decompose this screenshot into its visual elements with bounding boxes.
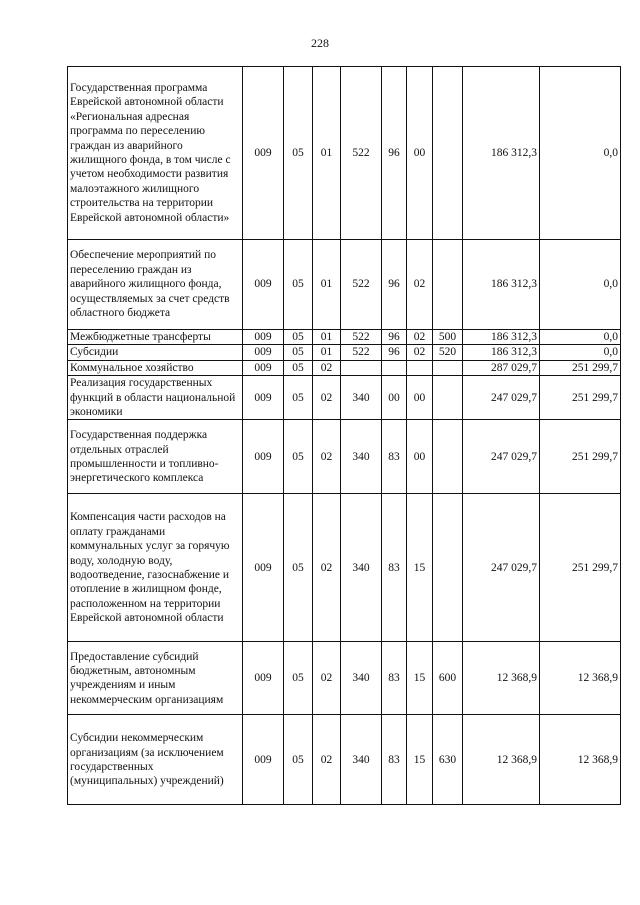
target-subitem-code: 96 — [382, 330, 407, 345]
section-code: 05 — [284, 642, 313, 715]
expense-type-code — [433, 494, 463, 642]
target-detail-code: 00 — [407, 376, 433, 420]
ved-code: 009 — [243, 360, 284, 375]
amount-year-2: 0,0 — [540, 330, 621, 345]
subsection-code: 02 — [313, 642, 341, 715]
amount-year-1: 12 368,9 — [463, 642, 540, 715]
row-name: Государственная программа Еврейской автономной области «Региональная адресная программа по переселению граждан из аварийного жилищного фонда, в том числе с учетом необходимости развития малоэтажного жилищного строительства на территории Еврейской автономной области» — [68, 67, 243, 240]
target-detail-code: 02 — [407, 240, 433, 330]
section-code: 05 — [284, 376, 313, 420]
amount-year-1: 186 312,3 — [463, 240, 540, 330]
section-code: 05 — [284, 420, 313, 494]
amount-year-1: 247 029,7 — [463, 376, 540, 420]
target-detail-code: 15 — [407, 715, 433, 805]
target-item-code: 340 — [341, 642, 382, 715]
section-code: 05 — [284, 360, 313, 375]
expense-type-code — [433, 240, 463, 330]
target-subitem-code: 96 — [382, 240, 407, 330]
subsection-code: 02 — [313, 494, 341, 642]
expense-type-code: 500 — [433, 330, 463, 345]
ved-code: 009 — [243, 715, 284, 805]
row-name: Субсидии некоммерческим организациям (за исключением государственных (муниципальных) учреждений) — [68, 715, 243, 805]
table-body — [68, 67, 621, 805]
table-row — [68, 376, 621, 420]
expense-type-code — [433, 67, 463, 240]
row-name: Реализация государственных функций в области национальной экономики — [68, 376, 243, 420]
subsection-code: 02 — [313, 715, 341, 805]
budget-table — [67, 66, 621, 805]
amount-year-1: 186 312,3 — [463, 330, 540, 345]
subsection-code: 02 — [313, 420, 341, 494]
row-name: Предоставление субсидий бюджетным, автономным учреждениям и иным некоммерческим организациям — [68, 642, 243, 715]
table-row — [68, 240, 621, 330]
expense-type-code: 600 — [433, 642, 463, 715]
target-item-code: 522 — [341, 345, 382, 360]
row-name: Государственная поддержка отдельных отраслей промышленности и топливно-энергетического комплекса — [68, 420, 243, 494]
subsection-code: 02 — [313, 360, 341, 375]
section-code: 05 — [284, 330, 313, 345]
section-code: 05 — [284, 67, 313, 240]
amount-year-2: 251 299,7 — [540, 360, 621, 375]
ved-code: 009 — [243, 67, 284, 240]
table-row — [68, 330, 621, 345]
expense-type-code: 630 — [433, 715, 463, 805]
subsection-code: 01 — [313, 330, 341, 345]
target-detail-code: 15 — [407, 494, 433, 642]
expense-type-code: 520 — [433, 345, 463, 360]
target-subitem-code — [382, 360, 407, 375]
amount-year-2: 0,0 — [540, 67, 621, 240]
section-code: 05 — [284, 494, 313, 642]
target-detail-code — [407, 360, 433, 375]
table-row — [68, 642, 621, 715]
table-row — [68, 494, 621, 642]
row-name: Субсидии — [68, 345, 243, 360]
expense-type-code — [433, 420, 463, 494]
subsection-code: 02 — [313, 376, 341, 420]
page-number: 228 — [311, 36, 329, 50]
amount-year-1: 287 029,7 — [463, 360, 540, 375]
amount-year-1: 247 029,7 — [463, 420, 540, 494]
target-item-code: 522 — [341, 240, 382, 330]
ved-code: 009 — [243, 420, 284, 494]
target-detail-code: 00 — [407, 420, 433, 494]
target-item-code: 340 — [341, 420, 382, 494]
amount-year-2: 251 299,7 — [540, 376, 621, 420]
amount-year-2: 251 299,7 — [540, 420, 621, 494]
target-detail-code: 02 — [407, 345, 433, 360]
target-subitem-code: 00 — [382, 376, 407, 420]
amount-year-2: 12 368,9 — [540, 642, 621, 715]
amount-year-1: 12 368,9 — [463, 715, 540, 805]
ved-code: 009 — [243, 330, 284, 345]
ved-code: 009 — [243, 376, 284, 420]
target-subitem-code: 83 — [382, 715, 407, 805]
target-detail-code: 02 — [407, 330, 433, 345]
amount-year-1: 247 029,7 — [463, 494, 540, 642]
subsection-code: 01 — [313, 67, 341, 240]
subsection-code: 01 — [313, 345, 341, 360]
amount-year-2: 12 368,9 — [540, 715, 621, 805]
amount-year-2: 251 299,7 — [540, 494, 621, 642]
section-code: 05 — [284, 345, 313, 360]
target-detail-code: 15 — [407, 642, 433, 715]
table-row — [68, 67, 621, 240]
table-row — [68, 360, 621, 375]
ved-code: 009 — [243, 240, 284, 330]
ved-code: 009 — [243, 494, 284, 642]
row-name: Обеспечение мероприятий по переселению граждан из аварийного жилищного фонда, осуществляемых за счет средств областного бюджета — [68, 240, 243, 330]
amount-year-1: 186 312,3 — [463, 67, 540, 240]
target-subitem-code: 83 — [382, 642, 407, 715]
table-row — [68, 345, 621, 360]
target-subitem-code: 83 — [382, 494, 407, 642]
section-code: 05 — [284, 715, 313, 805]
section-code: 05 — [284, 240, 313, 330]
subsection-code: 01 — [313, 240, 341, 330]
expense-type-code — [433, 360, 463, 375]
ved-code: 009 — [243, 642, 284, 715]
target-subitem-code: 96 — [382, 67, 407, 240]
row-name: Межбюджетные трансферты — [68, 330, 243, 345]
amount-year-2: 0,0 — [540, 240, 621, 330]
target-subitem-code: 96 — [382, 345, 407, 360]
table-row — [68, 420, 621, 494]
row-name: Коммунальное хозяйство — [68, 360, 243, 375]
target-item-code: 522 — [341, 67, 382, 240]
target-item-code — [341, 360, 382, 375]
target-item-code: 522 — [341, 330, 382, 345]
row-name: Компенсация части расходов на оплату гражданами коммунальных услуг за горячую воду, холодную воду, водоотведение, газоснабжение и отопление в жилищном фонде, расположенном на территории Еврейской автономной области — [68, 494, 243, 642]
amount-year-2: 0,0 — [540, 345, 621, 360]
target-item-code: 340 — [341, 494, 382, 642]
target-item-code: 340 — [341, 715, 382, 805]
target-detail-code: 00 — [407, 67, 433, 240]
expense-type-code — [433, 376, 463, 420]
ved-code: 009 — [243, 345, 284, 360]
amount-year-1: 186 312,3 — [463, 345, 540, 360]
target-subitem-code: 83 — [382, 420, 407, 494]
target-item-code: 340 — [341, 376, 382, 420]
table-row — [68, 715, 621, 805]
